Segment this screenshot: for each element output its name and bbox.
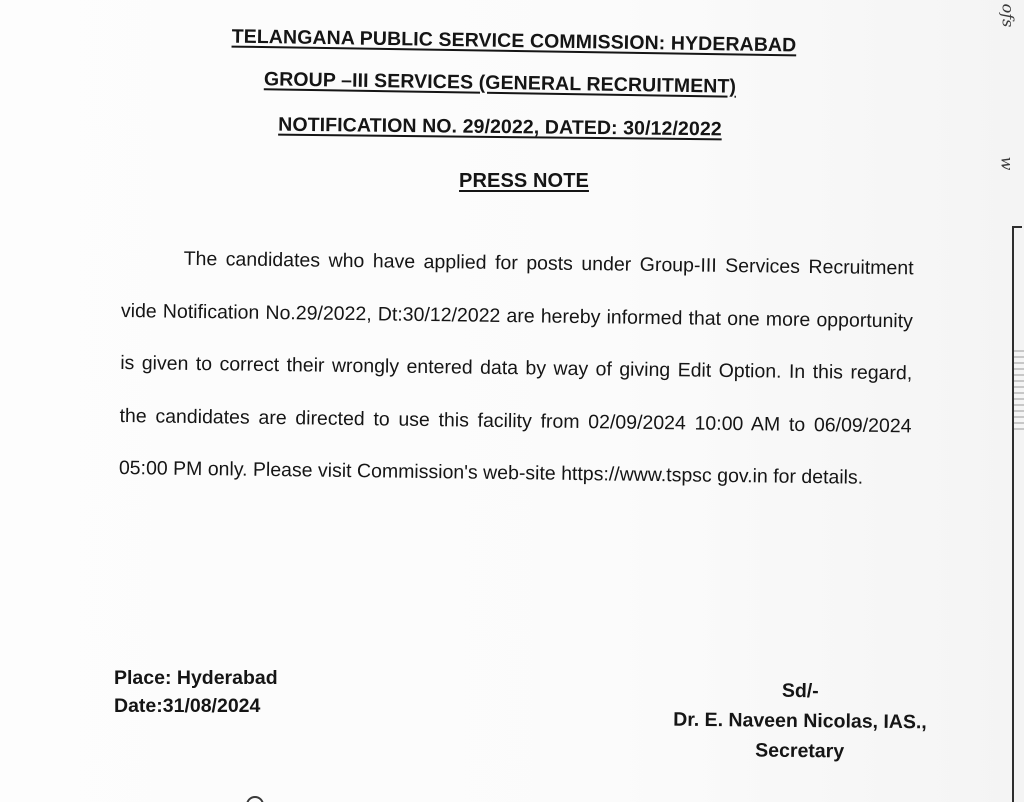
signed-mark: Sd/-	[781, 679, 819, 703]
page-edge-tick	[1012, 226, 1022, 228]
signature-block	[640, 674, 961, 767]
commission-heading: TELANGANA PUBLIC SERVICE COMMISSION: HYDERABAD	[231, 25, 797, 57]
place-date-block	[114, 664, 278, 720]
press-note-body	[119, 232, 914, 505]
date-text: Date:31/08/2024	[114, 695, 261, 717]
signatory-name: Dr. E. Naveen Nicolas, IAS.,	[673, 708, 927, 734]
page-edge-smudge	[1014, 350, 1024, 430]
place-text: Place: Hyderabad	[114, 667, 278, 689]
margin-handwriting-middle: w	[997, 156, 1017, 171]
body-paragraph: The candidates who have applied for posts under Group-III Services Recruitment vide Notification No.29/2022, Dt:30/12/2022 are hereby informed that one more opportunity is given to correct their wrongly entered data by way of giving Edit Option. In this regard, the candidates are directed to use this facility from 02/09/2024 10:00 AM to 06/09/2024 05:00 PM only. Please visit Commission's web-site https://www.tspsc gov.in for details.	[118, 247, 914, 489]
signatory-designation: Secretary	[755, 739, 845, 763]
notification-heading: NOTIFICATION NO. 29/2022, DATED: 30/12/2022	[278, 113, 722, 141]
services-heading: GROUP –III SERVICES (GENERAL RECRUITMENT)	[263, 68, 737, 98]
margin-handwriting-top: ofs	[998, 3, 1018, 28]
page-edge-line	[1012, 226, 1014, 802]
press-note-title: PRESS NOTE	[459, 170, 589, 192]
punch-hole-mark	[246, 796, 264, 802]
